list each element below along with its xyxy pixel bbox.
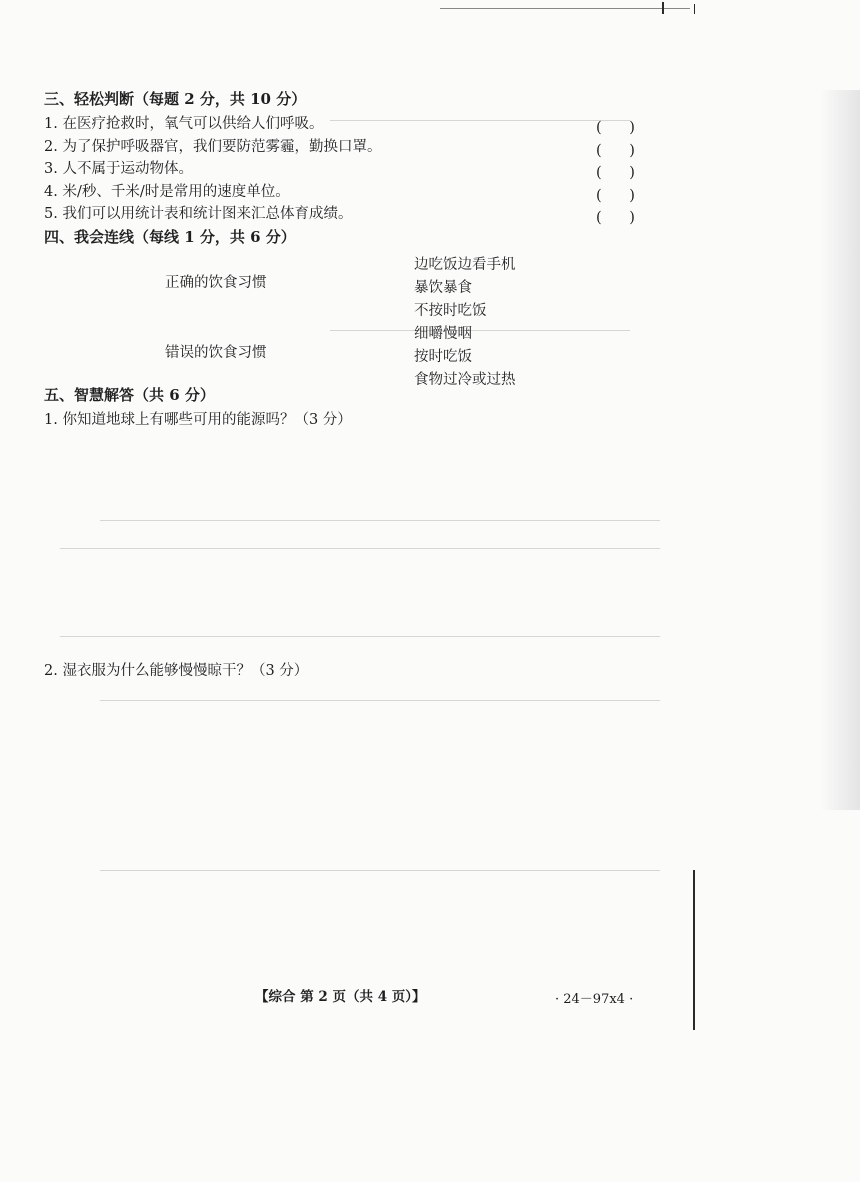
- judge-item-2: 2. 为了保护呼吸器官，我们要防范雾霾，勤换口罩。: [44, 139, 382, 155]
- match-right-item-5[interactable]: 按时吃饭: [414, 349, 472, 365]
- judge-item-4: 4. 米/秒、千米/时是常用的速度单位。: [44, 184, 290, 200]
- scan-top-tick: [662, 2, 664, 14]
- answer-blank-3[interactable]: ( ): [596, 165, 635, 181]
- scan-top-tick-2: [694, 4, 695, 14]
- answer-blank-5[interactable]: ( ): [596, 210, 635, 226]
- question-1: 1. 你知道地球上有哪些可用的能源吗？（3 分）: [44, 412, 352, 428]
- bleed-through-mark: [100, 520, 660, 521]
- scan-top-line: [440, 8, 690, 9]
- bleed-through-mark: [100, 700, 660, 701]
- match-right-item-1[interactable]: 边吃饭边看手机: [414, 257, 516, 273]
- judge-item-5: 5. 我们可以用统计表和统计图来汇总体育成绩。: [44, 206, 353, 222]
- answer-blank-2[interactable]: ( ): [596, 143, 635, 159]
- judge-item-1: 1. 在医疗抢救时，氧气可以供给人们呼吸。: [44, 116, 324, 132]
- match-right-item-2[interactable]: 暴饮暴食: [414, 280, 472, 296]
- page-footer-label: 【综合 第 2 页（共 4 页）】: [255, 989, 426, 1005]
- bleed-through-mark: [330, 120, 630, 121]
- fold-shadow: [820, 90, 860, 810]
- section4-heading: 四、我会连线（每线 1 分，共 6 分）: [44, 228, 296, 246]
- bleed-through-mark: [60, 548, 660, 549]
- answer-blank-1[interactable]: ( ): [596, 120, 635, 136]
- judge-item-3: 3. 人不属于运动物体。: [44, 161, 193, 177]
- match-right-item-3[interactable]: 不按时吃饭: [414, 303, 487, 319]
- bleed-through-mark: [100, 870, 660, 871]
- bleed-through-mark: [330, 330, 630, 331]
- answer-blank-4[interactable]: ( ): [596, 188, 635, 204]
- match-right-item-6[interactable]: 食物过冷或过热: [414, 372, 516, 388]
- section5-heading: 五、智慧解答（共 6 分）: [44, 386, 215, 404]
- section3-heading: 三、轻松判断（每题 2 分，共 10 分）: [44, 90, 307, 108]
- bleed-through-mark: [60, 636, 660, 637]
- question-2: 2. 湿衣服为什么能够慢慢晾干？（3 分）: [44, 663, 309, 679]
- match-right-item-4[interactable]: 细嚼慢咽: [414, 326, 472, 342]
- fold-edge-line: [693, 870, 695, 1030]
- page-footer-code: · 24－97x4 ·: [555, 992, 634, 1007]
- match-left-wrong[interactable]: 错误的饮食习惯: [165, 345, 267, 361]
- match-left-correct[interactable]: 正确的饮食习惯: [165, 275, 267, 291]
